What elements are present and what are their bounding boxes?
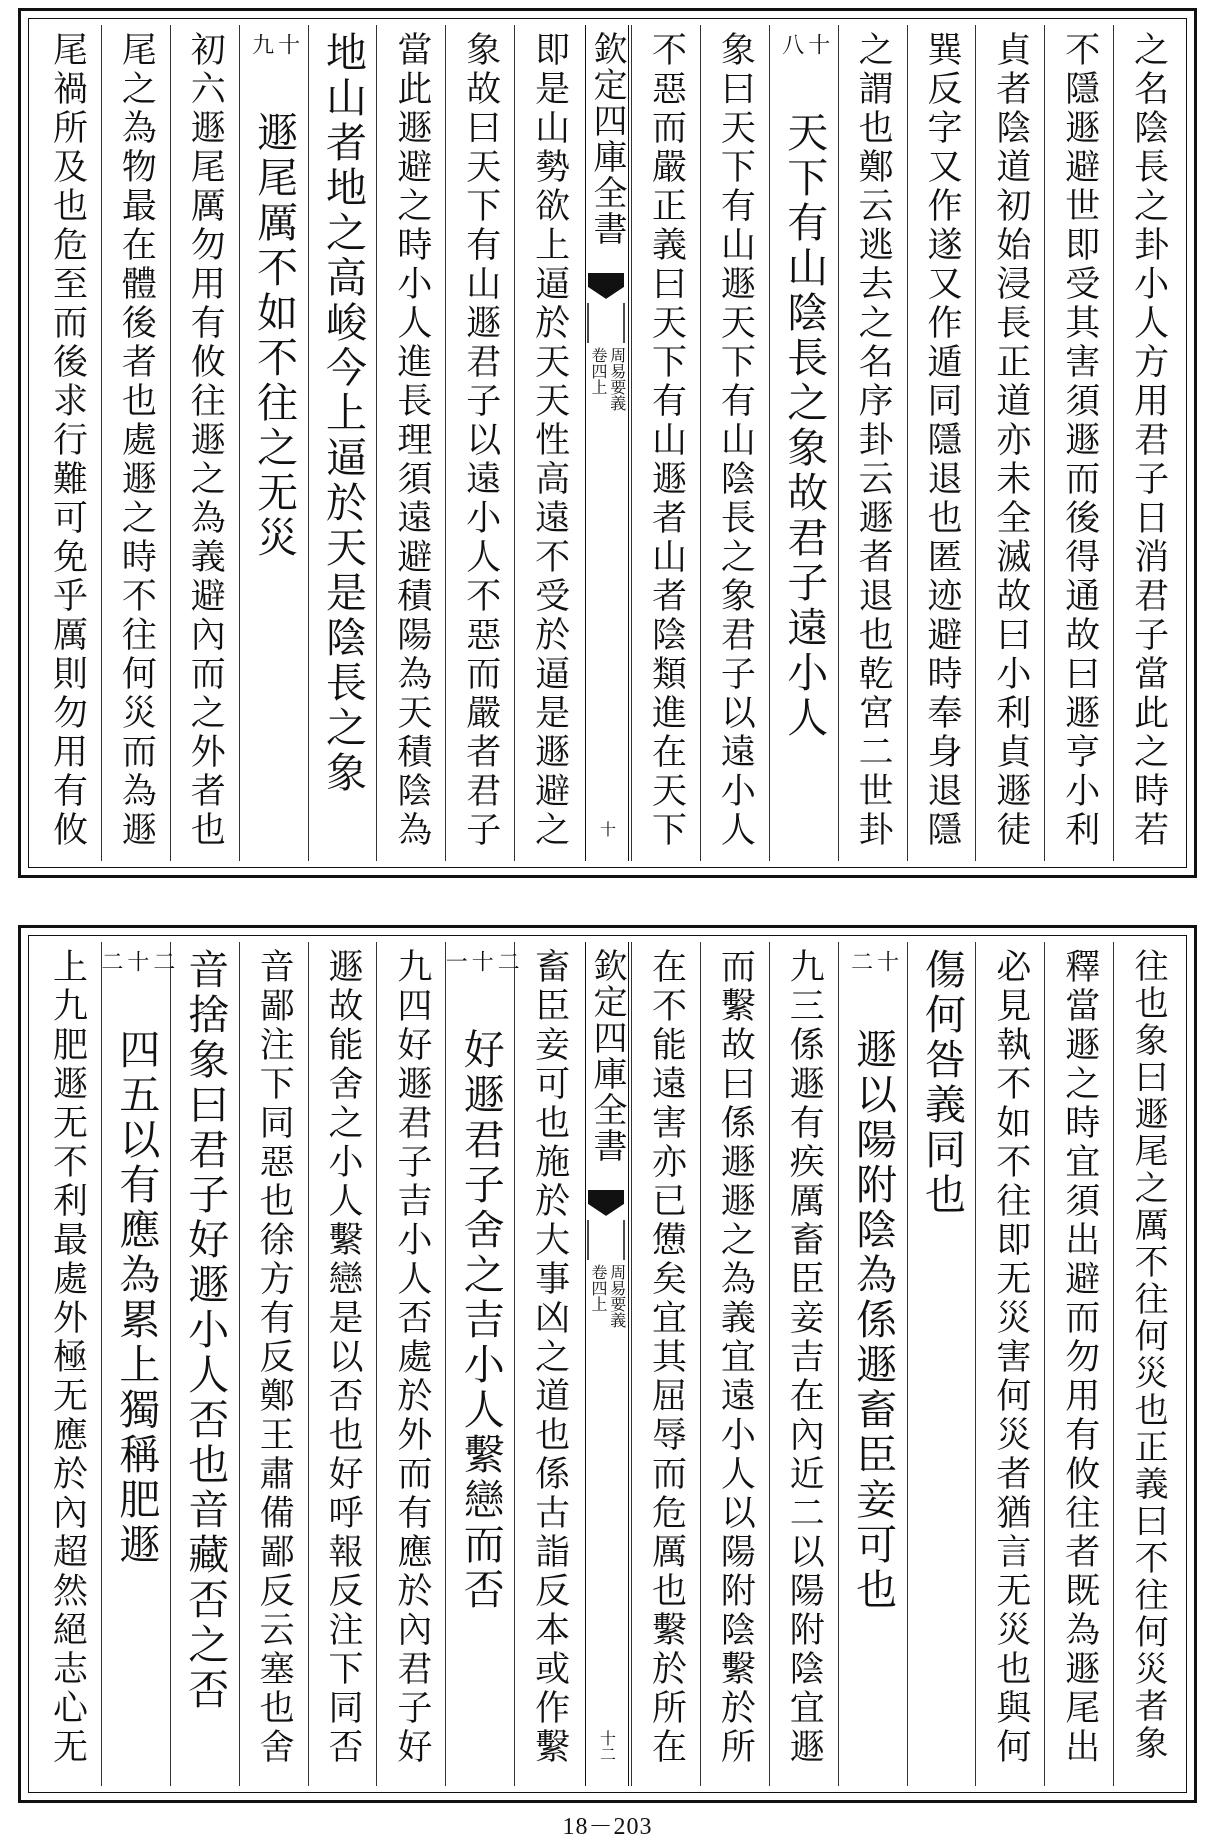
note-glyph: 十 [123, 950, 149, 974]
column-text: 象故曰天下有山遯君子以遠小人不惡而嚴者君子 [460, 31, 501, 850]
gutter-subtitle [589, 347, 625, 411]
column-text: 必見執不如不往即无災害何災者猶言无災也與何 [990, 948, 1031, 1767]
text-column [769, 942, 838, 1786]
column-text: 尾之為物最在體後者也處遯之時不往何災而為遯 [116, 31, 157, 850]
text-column [700, 25, 769, 861]
column-text: 天下有山陰長之象故君子遠小人 [780, 111, 829, 741]
column-text: 初六遯尾厲勿用有攸往遯之為義避內而之外者也 [185, 31, 226, 850]
text-column [769, 25, 838, 861]
column-text: 不隱遯避世即受其害須遯而後得通故曰遯亨小利 [1059, 31, 1100, 850]
gutter-volume: 卷四上 [589, 1264, 608, 1312]
section-number-note [442, 950, 520, 974]
column-text: 遯故能舍之小人繫戀是以否也好呼報反注下同否 [322, 948, 363, 1767]
text-column [1044, 25, 1113, 861]
fishtail-mark-icon [586, 1190, 626, 1260]
note-glyph: 八 [778, 33, 804, 57]
page-footer-number: 18－203 [562, 1814, 653, 1840]
text-column [442, 942, 520, 1786]
columns-top [33, 25, 1182, 861]
gutter-volume: 卷四上 [589, 347, 608, 395]
column-text: 九四好遯君子吉小人否處於外而有應於內君子好 [391, 948, 432, 1767]
note-glyph: 二 [97, 950, 123, 974]
column-text: 尾禍所及也危至而後求行難可免乎厲則勿用有攸 [47, 31, 88, 850]
text-column [907, 942, 976, 1786]
gutter-title: 欽定四庫全書 [587, 31, 627, 247]
text-column [514, 942, 583, 1786]
column-text: 當此遯避之時小人進長理須遠避積陽為天積陰為 [391, 31, 432, 850]
gutter-page-number: 十 [597, 821, 617, 837]
note-glyph: 二 [494, 950, 520, 974]
text-column [33, 942, 101, 1786]
text-column [239, 942, 308, 1786]
text-column [700, 942, 769, 1786]
column-text: 之名陰長之卦小人方用君子日消君子當此之時若 [1128, 31, 1169, 850]
text-column [308, 25, 377, 861]
gutter-book: 周易要義 [607, 347, 627, 411]
text-column [308, 942, 377, 1786]
column-text: 巽反字又作遂又作遁同隱退也匿迹避時奉身退隱 [921, 31, 962, 850]
column-text: 畜臣妾可也施於大事凶之道也係古詣反本或作繫 [529, 948, 570, 1767]
text-column [170, 942, 239, 1786]
column-text: 傷何咎義同也 [917, 948, 966, 1218]
text-column [838, 25, 907, 861]
center-gutter [585, 25, 629, 861]
gutter-page-number: 十二 [597, 1730, 617, 1762]
page-bottom [18, 925, 1197, 1803]
note-glyph: 十 [274, 33, 300, 57]
gutter-book: 周易要義 [607, 1264, 627, 1328]
text-column [97, 942, 175, 1786]
columns-bottom [33, 942, 1182, 1786]
text-column [907, 25, 976, 861]
column-text: 音鄙注下同惡也徐方有反鄭王肅備鄙反云塞也舍 [254, 948, 295, 1767]
text-column [101, 25, 170, 861]
text-column [975, 942, 1044, 1786]
column-text: 九三係遯有疾厲畜臣妾吉在內近二以陽附陰宜遯 [784, 948, 825, 1767]
text-column [631, 942, 700, 1786]
section-number-note [849, 950, 897, 974]
column-text: 象曰天下有山遯天下有山陰長之象君子以遠小人 [715, 31, 756, 850]
column-text: 之謂也鄭云逃去之名序卦云遯者退也乾宮二世卦 [853, 31, 894, 850]
section-number-note [99, 950, 173, 974]
column-text: 地山者地之高峻今上逼於天是陰長之象 [318, 31, 367, 796]
text-column [445, 25, 514, 861]
note-glyph: 十 [468, 950, 494, 974]
text-column [33, 25, 101, 861]
text-column [1113, 942, 1182, 1786]
column-text: 即是山勢欲上逼於天天性高遠不受於逼是遯避之 [529, 31, 570, 850]
section-number-note [780, 33, 828, 57]
section-number-note [250, 33, 298, 57]
column-text: 釋當遯之時宜須出避而勿用有攸往者既為遯尾出 [1059, 948, 1100, 1767]
text-column [1113, 25, 1182, 861]
column-text: 上九肥遯无不利最處外極无應於內超然絕志心无 [47, 948, 88, 1767]
text-column [514, 25, 583, 861]
note-glyph: 二 [149, 950, 175, 974]
gutter-subtitle [589, 1264, 625, 1328]
note-glyph: 二 [847, 950, 873, 974]
note-glyph: 九 [248, 33, 274, 57]
column-text: 遯尾厲不如不往之无災 [250, 111, 299, 561]
page-top [18, 8, 1197, 878]
center-gutter [585, 942, 629, 1786]
column-text: 不惡而嚴正義曰天下有山遯者山者陰類進在天下 [646, 31, 687, 850]
column-text: 貞者陰道初始浸長正道亦未全滅故曰小利貞遯徒 [990, 31, 1031, 850]
column-text: 好遯君子舍之吉小人繫戀而否 [456, 1028, 505, 1613]
text-column [1044, 942, 1113, 1786]
text-column [631, 25, 700, 861]
note-glyph: 十 [804, 33, 830, 57]
text-column [239, 25, 308, 861]
text-column [170, 25, 239, 861]
column-text: 遯以陽附陰為係遯畜臣妾可也 [849, 1028, 898, 1613]
column-text: 在不能遠害亦已憊矣宜其屈辱而危厲也繫於所在 [646, 948, 687, 1767]
note-glyph: 十 [873, 950, 899, 974]
column-text: 往也象曰遯尾之厲不往何災也正義曰不往何災者象 [1128, 948, 1169, 1762]
column-text: 四五以有應為累上獨稱肥遯 [112, 1028, 161, 1568]
column-text: 而繫故曰係遯遯之為義宜遠小人以陽附陰繫於所 [715, 948, 756, 1767]
text-column [975, 25, 1044, 861]
text-column [376, 25, 445, 861]
column-text: 音捨象曰君子好遯小人否也音藏否之否 [181, 948, 230, 1713]
note-glyph: 一 [442, 950, 468, 974]
fishtail-mark-icon [586, 273, 626, 343]
gutter-title: 欽定四庫全書 [587, 948, 627, 1164]
text-column [376, 942, 445, 1786]
text-column [838, 942, 907, 1786]
